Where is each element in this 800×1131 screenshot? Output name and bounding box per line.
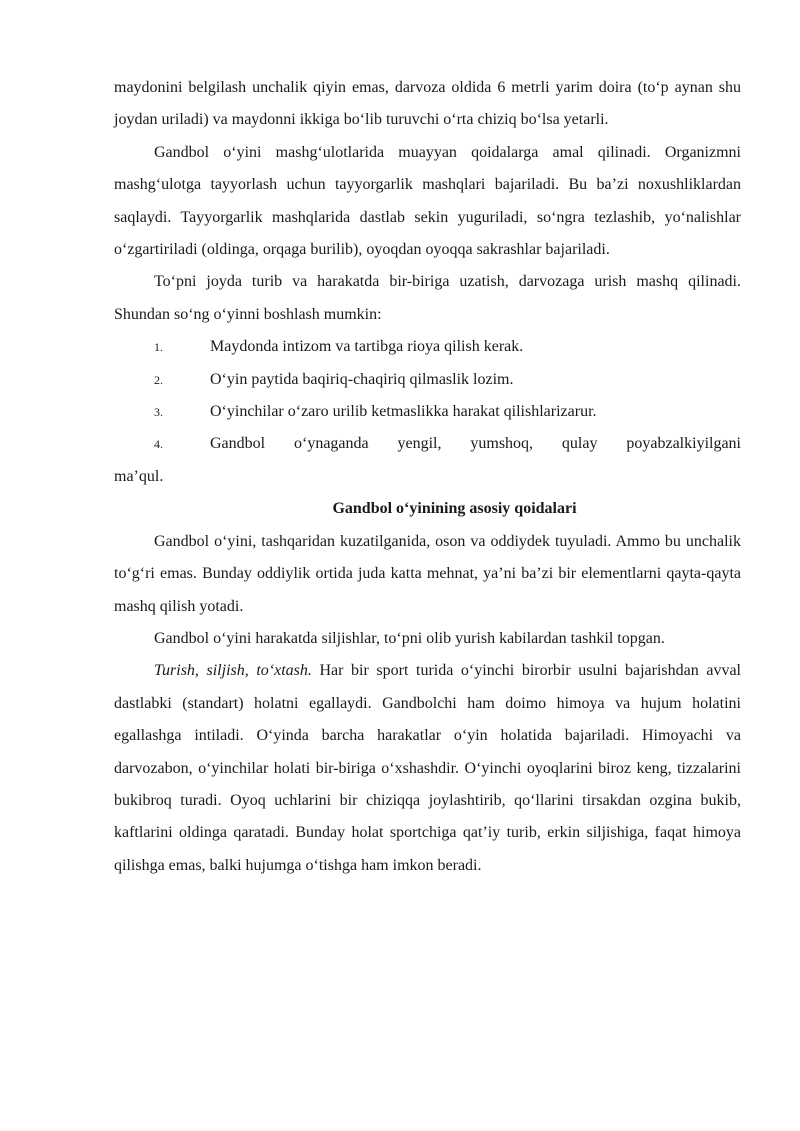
list-item bbox=[114, 396, 741, 428]
list-text: O‘yinchilar o‘zaro urilib ketmaslikka harakat qilishlarizarur. bbox=[210, 403, 597, 421]
list-number: 1. bbox=[154, 340, 163, 355]
page-content bbox=[114, 72, 741, 882]
section-heading: Gandbol o‘yinining asosiy qoidalari bbox=[332, 500, 577, 518]
list-number: 4. bbox=[154, 437, 163, 452]
paragraph-game-overview: Gandbol o‘yini, tashqaridan kuzatilganida, oson va oddiydek tuyuladi. Ammo bu unchalik to‘g‘ri emas. Bunday oddiylik ortida juda katta mehnat, ya’ni ba’zi bir elementlarni qayta-qayta mashq qilish yotadi. bbox=[114, 532, 741, 615]
list-item bbox=[114, 331, 741, 363]
paragraph-field-marking: maydonini belgilash unchalik qiyin emas, darvoza oldida 6 metrli yarim doira (to‘p aynan shu joydan uriladi) va maydonni ikkiga bo‘lib turuvchi o‘rta chiziq bo‘lsa yetarli. bbox=[114, 79, 741, 129]
paragraph-game-movements: Gandbol o‘yini harakatda siljishlar, to‘pni olib yurish kabilardan tashkil topgan. bbox=[154, 629, 665, 647]
list-text: Gandbol o‘ynaganda yengil, yumshoq, qulay poyabzalkiyilgani bbox=[210, 435, 741, 453]
list-number: 2. bbox=[154, 372, 163, 387]
paragraph-training-rules: Gandbol o‘yini mashg‘ulotlarida muayyan qoidalarga amal qilinadi. Organizmni mashg‘ulotga tayyorlash uchun tayyorgarlik mashqlari bajariladi. Bu ba’zi noxushliklardan saqlaydi. Tayyorgarlik mashqlarida dastlab sekin yuguriladi, so‘ngra tezlashib, yo‘nalishlar o‘zgartiriladi (oldinga, orqaga burilib), oyoqdan oyoqqa sakrashlar bajariladi. bbox=[114, 143, 741, 259]
list-item bbox=[114, 364, 741, 396]
list-text: Maydonda intizom va tartibga rioya qilish kerak. bbox=[210, 338, 524, 356]
stance-description: Har bir sport turida o‘yinchi birorbir usulni bajarishdan avval dastlabki (standart) holatni egallaydi. Gandbolchi ham doimo himoya va hujum holatini egallashga intiladi. O‘yinda barcha harakatlar o‘yin holatida bajariladi. Himoyachi va darvozabon, o‘yinchilar holati bir-biriga o‘xshashdir. O‘yinchi oyoqlarini biroz keng, tizzalarini bukibroq turadi. Oyoq uchlarini bir chiziqqa joylashtirib, qo‘llarini tirsakdan ozgina bukib, kaftlarini oldinga qaratadi. Bunday holat sportchiga qat’iy turib, erkin siljishiga, faqat himoya qilishga emas, balki hujumga o‘tishga ham imkon beradi. bbox=[114, 662, 741, 874]
list-item-continuation: ma’qul. bbox=[114, 467, 164, 485]
list-item bbox=[114, 428, 741, 460]
paragraph-stance bbox=[114, 655, 741, 882]
stance-term: Turish, siljish, to‘xtash. bbox=[154, 662, 312, 680]
list-text: O‘yin paytida baqiriq-chaqiriq qilmaslik lozim. bbox=[210, 370, 514, 388]
paragraph-passing-practice: To‘pni joyda turib va harakatda bir-biriga uzatish, darvozaga urish mashq qilinadi. Shundan so‘ng o‘yinni boshlash mumkin: bbox=[114, 273, 741, 323]
list-number: 3. bbox=[154, 405, 163, 420]
